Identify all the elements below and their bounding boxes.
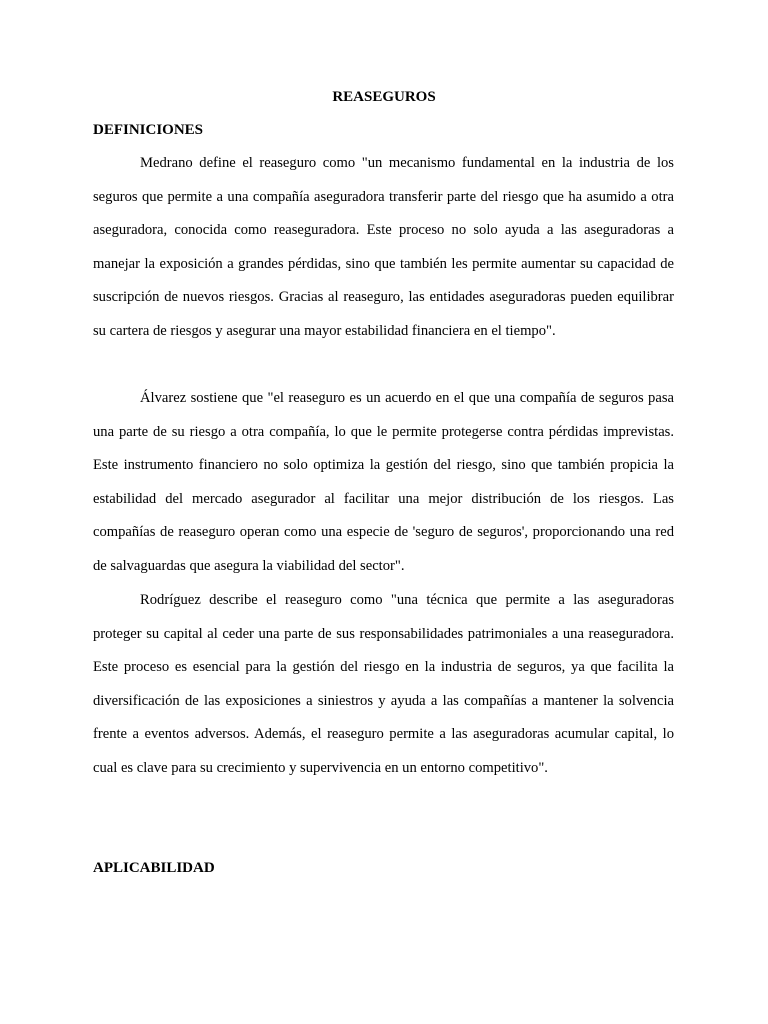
paragraph-rodriguez: Rodríguez describe el reaseguro como "una técnica que permite a las aseguradoras proteger su capital al ceder una parte de sus responsabilidades patrimoniales a una reaseguradora. Este proceso es esencial para la gestión del riesgo en la industria de seguros, ya que facilita la diversificación de las exposiciones a siniestros y ayuda a las compañías a mantener la solvencia frente a eventos adversos. Además, el reaseguro permite a las aseguradoras acumular capital, lo cual es clave para su crecimiento y supervivencia en un entorno competitivo".: [93, 592, 674, 776]
section-heading-definiciones: DEFINICIONES: [93, 122, 204, 138]
paragraph-alvarez: Álvarez sostiene que "el reaseguro es un acuerdo en el que una compañía de seguros pasa una parte de su riesgo a otra compañía, lo que le permite protegerse contra pérdidas imprevistas. Este instrumento financiero no solo optimiza la gestión del riesgo, sino que también propicia la estabilidad del mercado asegurador al facilitar una mejor distribución de los riesgos. Las compañías de reaseguro operan como una especie de 'seguro de seguros', proporcionando una red de salvaguardas que asegura la viabilidad del sector".: [93, 390, 674, 574]
document-title: REASEGUROS: [332, 89, 436, 105]
paragraph-medrano: Medrano define el reaseguro como "un mecanismo fundamental en la industria de los seguros que permite a una compañía aseguradora transferir parte del riesgo que ha asumido a otra aseguradora, conocida como reaseguradora. Este proceso no solo ayuda a las aseguradoras a manejar la exposición a grandes pérdidas, sino que también les permite aumentar su capacidad de suscripción de nuevos riesgos. Gracias al reaseguro, las entidades aseguradoras pueden equilibrar su cartera de riesgos y asegurar una mayor estabilidad financiera en el tiempo".: [93, 155, 674, 339]
section-heading-aplicabilidad: APLICABILIDAD: [93, 860, 215, 876]
